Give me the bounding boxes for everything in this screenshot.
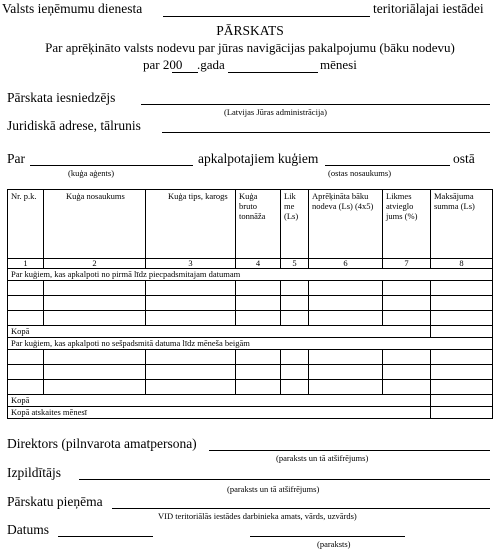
date-signature-field[interactable]: [250, 536, 405, 537]
table-cell[interactable]: [383, 380, 431, 395]
table-cell[interactable]: [281, 365, 309, 380]
vid-field[interactable]: [163, 16, 370, 17]
table-cell[interactable]: [431, 350, 493, 365]
header-calculated-fee: Aprēķināta bāku nodeva (Ls) (4x5): [309, 190, 383, 259]
month-field[interactable]: [228, 72, 318, 73]
director-label: Direktors (pilnvarota amatpersona): [7, 436, 197, 451]
executor-label: Izpildītājs: [7, 465, 61, 480]
submitter-field[interactable]: [141, 104, 490, 105]
table-cell[interactable]: [281, 281, 309, 296]
table-cell[interactable]: [281, 380, 309, 395]
table-cell[interactable]: [281, 296, 309, 311]
table-cell[interactable]: [146, 380, 236, 395]
table-cell[interactable]: [8, 281, 44, 296]
table-cell[interactable]: [383, 296, 431, 311]
territorial-label: teritoriālajai iestādei: [373, 1, 484, 16]
table-cell[interactable]: [44, 296, 146, 311]
agent-hint: (kuģa aģents): [68, 168, 115, 178]
table-cell[interactable]: [8, 380, 44, 395]
header-tonnage: Kuģa bruto tonnāža: [236, 190, 281, 259]
header-payment-sum: Maksājuma summa (Ls): [431, 190, 493, 259]
col-num: 2: [44, 259, 146, 269]
table-cell[interactable]: [309, 365, 383, 380]
table-cell[interactable]: [146, 281, 236, 296]
executor-signature-field[interactable]: [79, 479, 490, 480]
subtotal2-value[interactable]: [431, 395, 493, 407]
table-cell[interactable]: [236, 311, 281, 326]
vid-label: Valsts ieņēmumu dienesta: [2, 1, 143, 16]
col-num: 5: [281, 259, 309, 269]
table-cell[interactable]: [146, 311, 236, 326]
table-cell[interactable]: [383, 365, 431, 380]
month-total-row: [8, 407, 493, 419]
table-cell[interactable]: [8, 365, 44, 380]
col-num: 1: [8, 259, 44, 269]
port-suffix-label: ostā: [453, 151, 475, 166]
table-cell[interactable]: [431, 311, 493, 326]
address-label: Juridiskā adrese, tālrunis: [7, 118, 141, 133]
header-nr: Nr. p.k.: [8, 190, 44, 259]
report-subtitle: Par aprēķināto valsts nodevu par jūras navigācijas pakalpojumu (bāku nodevu): [45, 40, 455, 55]
subtotal1-value[interactable]: [431, 326, 493, 338]
submitter-hint: (Latvijas Jūras administrācija): [224, 107, 327, 117]
table-cell[interactable]: [8, 311, 44, 326]
section2-label: Par kuģiem, kas apkalpoti no sešpadsmitā datuma līdz mēneša beigām: [8, 338, 493, 350]
table-cell[interactable]: [236, 365, 281, 380]
served-ships-label: apkalpotajiem kuģiem: [198, 151, 319, 166]
header-row: [8, 190, 493, 259]
header-rate: Lik me (Ls): [281, 190, 309, 259]
section1-label: Par kuģiem, kas apkalpoti no pirmā līdz piecpadsmitajam datumam: [8, 269, 493, 281]
date-label: Datums: [7, 522, 49, 537]
accepted-label: Pārskatu pieņēma: [7, 494, 103, 509]
table-row[interactable]: [8, 380, 493, 395]
table-cell[interactable]: [236, 380, 281, 395]
period-gada: .gada: [197, 57, 225, 72]
table-cell[interactable]: [44, 380, 146, 395]
table-cell[interactable]: [236, 296, 281, 311]
month-total-value[interactable]: [431, 407, 493, 419]
col-num: 4: [236, 259, 281, 269]
director-hint: (paraksts un tā atšifrējums): [276, 453, 369, 463]
table-cell[interactable]: [146, 365, 236, 380]
subtotal2-label: Kopā: [8, 395, 431, 407]
table-cell[interactable]: [44, 311, 146, 326]
table-cell[interactable]: [236, 281, 281, 296]
executor-hint: (paraksts un tā atšifrējums): [227, 484, 320, 494]
accepted-field[interactable]: [112, 508, 490, 509]
table-cell[interactable]: [8, 350, 44, 365]
section1-row: [8, 269, 493, 281]
date-hint: (paraksts): [317, 539, 351, 549]
subtotal1-label: Kopā: [8, 326, 431, 338]
period-prefix: par 200: [143, 57, 183, 72]
agent-field[interactable]: [30, 165, 193, 166]
submitter-label: Pārskata iesniedzējs: [7, 90, 116, 105]
table-cell[interactable]: [383, 281, 431, 296]
subtotal2-row: [8, 395, 493, 407]
column-number-row: [8, 259, 493, 269]
table-cell[interactable]: [8, 296, 44, 311]
col-num: 8: [431, 259, 493, 269]
director-signature-field[interactable]: [209, 450, 490, 451]
month-total-label: Kopā atskaites mēnesī: [8, 407, 431, 419]
table-cell[interactable]: [309, 380, 383, 395]
year-field[interactable]: [172, 72, 198, 73]
table-cell[interactable]: [281, 350, 309, 365]
port-field[interactable]: [325, 165, 450, 166]
header-ship-type: Kuģa tips, karogs: [146, 190, 236, 259]
table-cell[interactable]: [146, 296, 236, 311]
table-cell[interactable]: [431, 380, 493, 395]
col-num: 7: [383, 259, 431, 269]
table-cell[interactable]: [44, 365, 146, 380]
table-cell[interactable]: [431, 281, 493, 296]
par-label: Par: [7, 151, 25, 166]
table-cell[interactable]: [236, 350, 281, 365]
section2-row: [8, 338, 493, 350]
address-field[interactable]: [162, 132, 490, 133]
table-cell[interactable]: [146, 350, 236, 365]
table-row[interactable]: [8, 311, 493, 326]
report-title: PĀRSKATS: [216, 23, 284, 38]
table-cell[interactable]: [431, 296, 493, 311]
table-row[interactable]: [8, 365, 493, 380]
subtotal1-row: [8, 326, 493, 338]
date-field[interactable]: [58, 536, 153, 537]
period-suffix: mēnesi: [320, 57, 357, 72]
port-hint: (ostas nosaukums): [328, 168, 392, 178]
col-num: 3: [146, 259, 236, 269]
header-relief: Likmes atvieglo jums (%): [383, 190, 431, 259]
table-row[interactable]: [8, 350, 493, 365]
table-cell[interactable]: [309, 311, 383, 326]
col-num: 6: [309, 259, 383, 269]
table-cell[interactable]: [309, 296, 383, 311]
table-cell[interactable]: [281, 311, 309, 326]
report-table: [7, 189, 493, 419]
table-cell[interactable]: [309, 350, 383, 365]
table-cell[interactable]: [431, 365, 493, 380]
table-row[interactable]: [8, 281, 493, 296]
table-row[interactable]: [8, 296, 493, 311]
table-cell[interactable]: [44, 281, 146, 296]
header-ship-name: Kuģa nosaukums: [44, 190, 146, 259]
table-cell[interactable]: [383, 311, 431, 326]
table-cell[interactable]: [309, 281, 383, 296]
table-cell[interactable]: [383, 350, 431, 365]
table-cell[interactable]: [44, 350, 146, 365]
accepted-hint: VID teritoriālās iestādes darbinieka amats, vārds, uzvārds): [158, 511, 357, 521]
